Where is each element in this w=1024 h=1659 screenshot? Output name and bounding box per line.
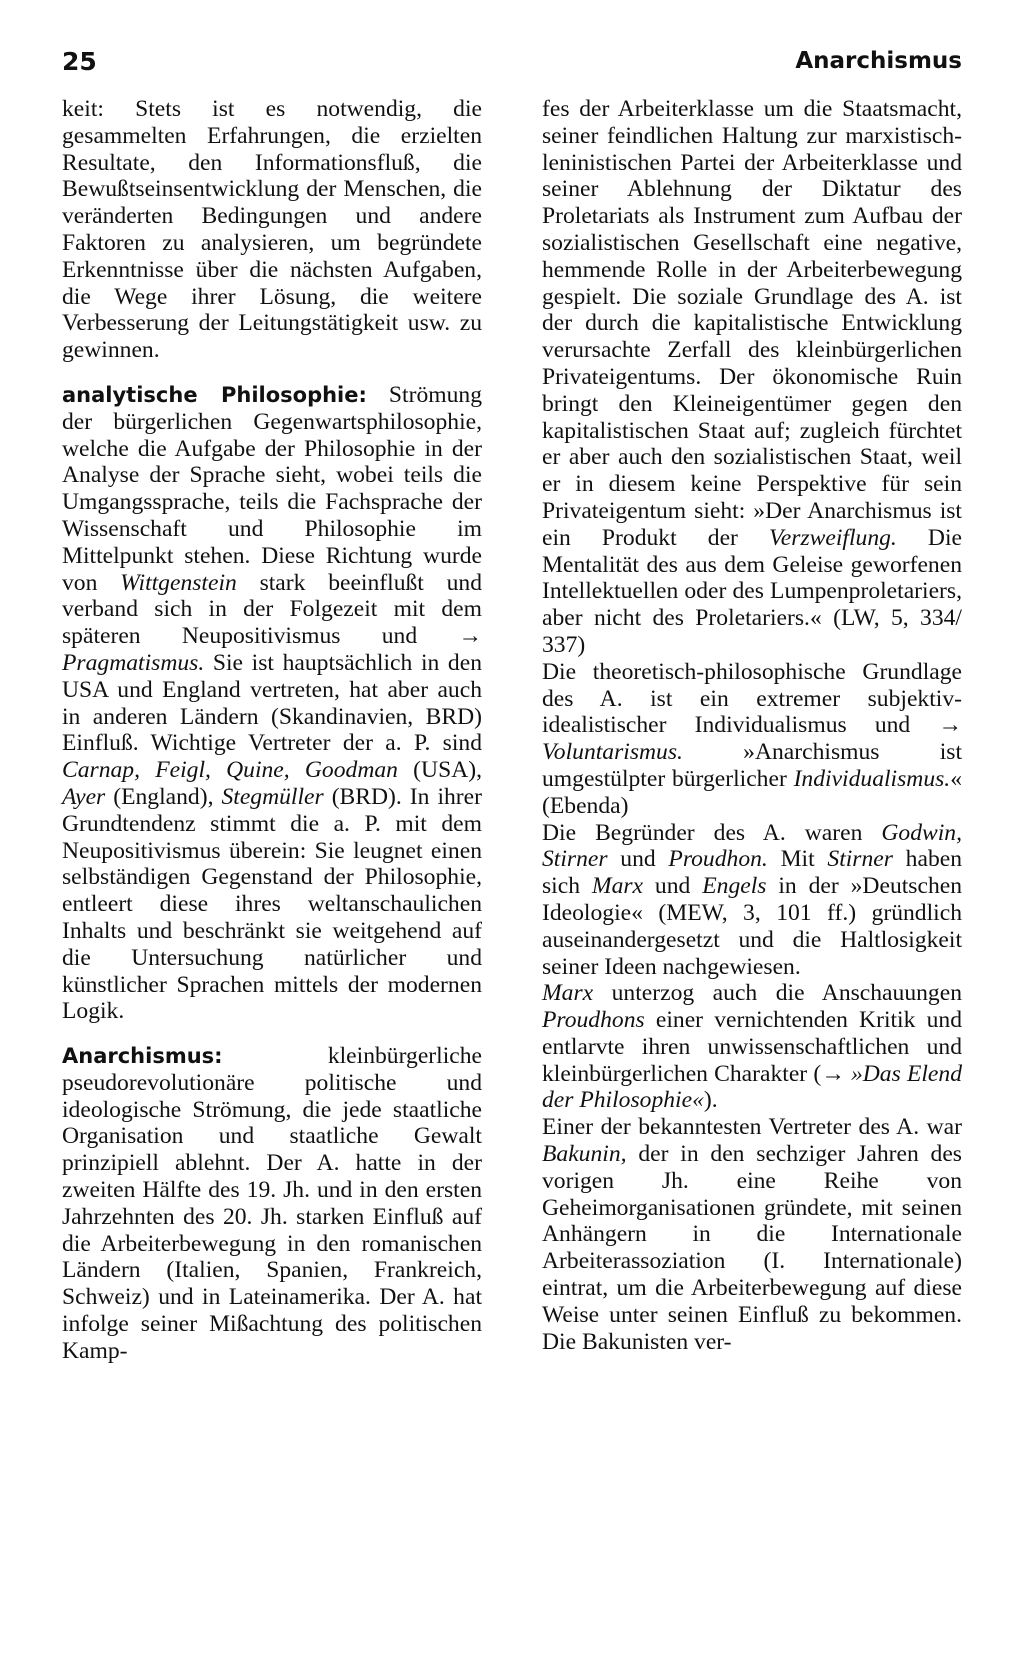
cross-reference: Voluntarismus. [542, 739, 683, 766]
text: keit: Stets ist es notwendig, die gesammelten Erfahrungen, die erzielten Resultate, den Informationsfluß, die Bewußtseinsentwicklung der Menschen, die veränderten Bedingungen und andere Faktoren zu analysieren, um begründete Erkenntnisse über die nächsten Aufgaben, die Wege ihrer Lösung, die weitere Verbesserung der Leitungstätigkeit usw. zu gewinnen. [62, 96, 482, 364]
text: haben sich [542, 846, 963, 900]
cross-reference: Pragmatismus. [62, 649, 205, 676]
name-reference: Stirner [827, 846, 893, 873]
page-number: 25 [62, 46, 97, 76]
text: Einer der bekanntesten Vertreter des A. war [542, 1114, 962, 1141]
text: stark beeinflußt und verband sich in der Folgezeit mit dem späteren Neupositivismus und → [62, 569, 482, 650]
name-reference: Carnap, Feigl, Quine, Goodman [62, 757, 398, 784]
name-reference: Ayer [62, 783, 106, 810]
text: Die Begründer des A. waren [542, 819, 882, 846]
paragraph [542, 980, 962, 1114]
text-columns [62, 96, 962, 1596]
left-column [62, 96, 482, 1596]
right-column [542, 96, 962, 1596]
text: in der »Deutschen Ideologie« (MEW, 3, 101 ff.) gründlich auseinandergesetzt und die Haltlosigkeit seiner Ideen nachgewiesen. [542, 873, 963, 980]
name-reference: Proudhon. [668, 846, 768, 873]
text: Die theoretisch-philosophische Grundlage des A. ist ein extremer subjektiv-idealistischer Individualismus und → [542, 658, 962, 739]
text: Strömung der bürgerlichen Gegenwartsphilosophie, welche die Aufgabe der Philosophie in der Analyse der Sprache sieht, wobei teils die Umgangssprache, teils die Fachsprache der Wissenschaft und Philosophie im Mittelpunkt stehen. Diese Richtung wurde von [62, 381, 482, 596]
paragraph [542, 1114, 962, 1355]
paragraph-continuation [62, 96, 482, 364]
paragraph [542, 820, 962, 981]
text: »Anarchismus ist umgestülpter bürgerlicher [542, 739, 962, 792]
name-reference: Engels [702, 873, 767, 900]
text: « (Ebenda) [542, 765, 962, 819]
text: kleinbürgerliche pseudorevolutionäre politische und ideologische Strömung, die jede staatliche Organisation und staatliche Gewalt prinzipiell ablehnt. Der A. hatte in der zweiten Hälfte des 19. Jh. und in den ersten Jahrzehnten des 20. Jh. starken Einfluß auf die Arbeiterbewegung in den romanischen Ländern (Italien, Spanien, Frankreich, Schweiz) und in Lateinamerika. Der A. hat infolge seiner Mißachtung des politischen Kamp- [62, 1043, 482, 1364]
cross-reference: »Das Elend der Philosophie« [542, 1060, 962, 1114]
text: einer vernichtenden Kritik und entlarvte ihren unwissenschaftlichen und kleinbürgerlichen Charakter (→ [542, 1007, 962, 1087]
running-head: Anarchismus [795, 48, 962, 74]
text: fes der Arbeiterklasse um die Staatsmacht, seiner feindlichen Haltung zur marxistisch-leninistischen Partei der Arbeiterklasse und seiner Ablehnung der Diktatur des Proletariats als Instrument zum Aufbau der sozialistischen Gesellschaft eine negative, hemmende Rolle in der Arbeiterbewegung gespielt. Die soziale Grundlage des A. ist der durch die kapitalistische Entwicklung verursachte Zerfall des kleinbürgerlichen Privateigentums. Der ökonomische Ruin bringt den Kleineigentümer gegen den kapitalistischen Staat auf; zugleich fürchtet er aber auch den sozialistischen Staat, weil er in diesem keine Perspektive für sein Privateigentum sieht: »Der Anarchismus ist ein Produkt der [542, 96, 962, 551]
entry-analytische-philosophie [62, 382, 482, 1025]
entry-term: Anarchismus: [62, 1044, 223, 1069]
name-reference: Wittgenstein [120, 569, 237, 596]
text: ). [703, 1087, 718, 1114]
text: und [643, 873, 703, 900]
entry-term: analytische Philosophie: [62, 382, 367, 407]
text: (England), [105, 783, 222, 810]
name-reference: Proudhons [542, 1007, 645, 1034]
name-reference: Godwin, Stirner [542, 819, 962, 873]
paragraph [542, 96, 962, 659]
emphasis: Individualismus. [793, 765, 951, 792]
text: Sie ist hauptsächlich in den USA und England vertreten, hat aber auch in anderen Ländern (Skandinavien, BRD) Einfluß. Wichtige Vertreter der a. P. sind [62, 649, 482, 757]
entry-anarchismus [62, 1043, 482, 1365]
text: unterzog auch die Anschauungen [593, 980, 962, 1007]
name-reference: Bakunin, [542, 1141, 627, 1168]
text: Mit [767, 846, 828, 873]
text: (BRD). In ihrer Grundtendenz stimmt die a. P. mit dem Neupositivismus überein: Sie leugnet einen selbständigen Gegenstand der Philosophie, entleert diese ihres weltanschaulichen Inhalts und beschränkt sie weitgehend auf die Untersuchung natürlicher und künstlicher Sprachen mittels der modernen Logik. [62, 783, 482, 1025]
name-reference: Stegmüller [221, 783, 324, 810]
name-reference: Marx [591, 873, 644, 900]
page-header [62, 44, 962, 78]
emphasis: Verzweiflung. [769, 524, 897, 551]
paragraph [542, 659, 962, 820]
name-reference: Marx [542, 980, 594, 1007]
text: und [607, 846, 669, 873]
text: (USA), [397, 757, 482, 784]
text: der in den sechziger Jahren des vorigen Jh. eine Reihe von Geheimorganisationen gründete, mit seinen Anhängern in die Internationale Arbeiterassoziation (I. Internationale) eintrat, um die Arbeiterbewegung auf diese Weise unter seinen Einfluß zu bekommen. Die Bakunisten ver- [542, 1141, 962, 1355]
text: Die Mentalität des aus dem Geleise geworfenen Intellektuellen oder des Lumpenproletariers, aber nicht des Proletariers.« (LW, 5, 334/ 337) [542, 524, 962, 658]
